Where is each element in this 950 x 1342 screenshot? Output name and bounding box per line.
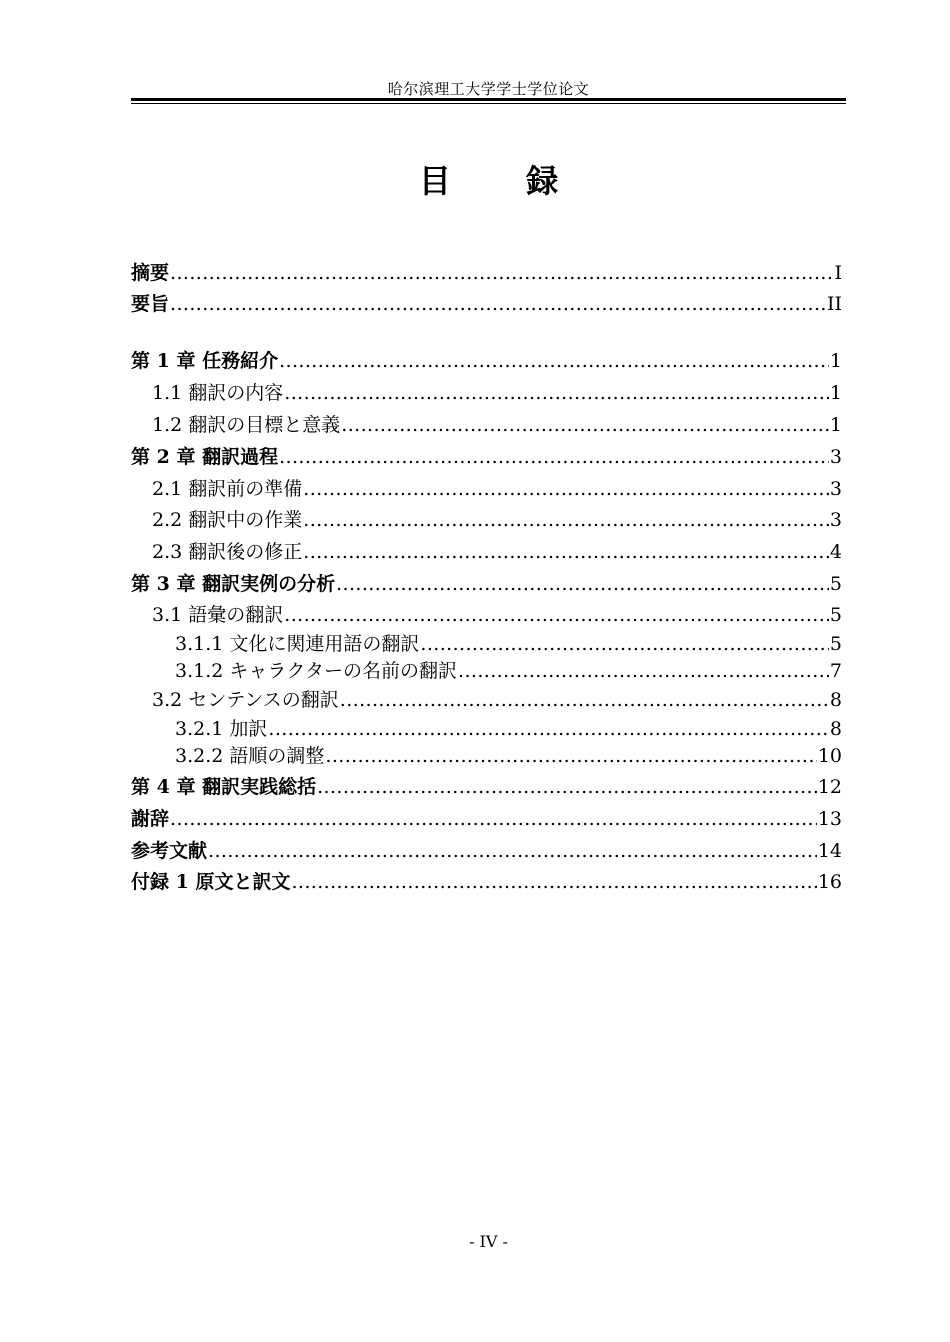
toc-entry-abstract-ja[interactable] [131, 291, 842, 317]
toc-entry-page: 4 [829, 541, 842, 563]
toc-entry-acknowledgements[interactable] [131, 806, 842, 832]
toc-entry-label: 3.1 語彙の翻訳 [152, 604, 284, 626]
toc-entry-page: 3 [829, 478, 842, 500]
toc-entry-label: 参考文献 [131, 840, 208, 862]
toc-entry-label: 2.2 翻訳中の作業 [152, 509, 303, 531]
toc-entry-page: 1 [829, 414, 842, 436]
running-header: 哈尔滨理工大学学士学位论文 [387, 80, 590, 98]
toc-entry-section-3-1[interactable] [131, 602, 842, 628]
toc-entry-label: 3.2 センテンスの翻訳 [152, 689, 339, 711]
toc-leader-dots [303, 507, 829, 533]
toc-entry-label: 2.1 翻訳前の準備 [152, 478, 303, 500]
toc-leader-dots [170, 291, 826, 317]
toc-entry-label: 2.3 翻訳後の修正 [152, 541, 303, 563]
toc-entry-abstract-zh[interactable] [131, 260, 842, 286]
toc-entry-page: I [834, 262, 842, 284]
toc-entry-section-2-3[interactable] [131, 539, 842, 565]
toc-leader-dots [291, 869, 816, 895]
toc-entry-chapter-1[interactable] [131, 348, 842, 374]
toc-leader-dots [279, 348, 829, 374]
toc-leader-dots [340, 687, 829, 713]
toc-entry-page: 8 [829, 718, 842, 740]
toc-entry-page: 13 [817, 808, 842, 830]
toc-entry-label: 3.1.2 キャラクターの名前の翻訳 [175, 660, 458, 682]
toc-leader-dots [458, 658, 829, 684]
toc-leader-dots [341, 412, 829, 438]
toc-entry-label: 要旨 [131, 293, 170, 315]
toc-entry-page: 5 [829, 633, 842, 655]
toc-leader-dots [284, 602, 829, 628]
toc-entry-section-3-2[interactable] [131, 687, 842, 713]
toc-entry-page: 14 [817, 840, 842, 862]
toc-entry-label: 第 1 章 任務紹介 [131, 350, 279, 372]
toc-leader-dots [170, 806, 817, 832]
toc-entry-section-2-1[interactable] [131, 476, 842, 502]
page-number: - IV - [469, 1232, 508, 1251]
toc-entry-section-3-1-2[interactable] [131, 658, 842, 684]
toc-entry-page: 1 [829, 350, 842, 372]
toc-leader-dots [420, 631, 829, 657]
toc-entry-section-1-1[interactable] [131, 380, 842, 406]
toc-title: 目 録 [418, 162, 591, 200]
toc-entry-page: 3 [829, 509, 842, 531]
toc-leader-dots [336, 571, 829, 597]
toc-entry-page: 16 [817, 871, 842, 893]
toc-entry-page: 7 [829, 660, 842, 682]
toc-entry-chapter-4[interactable] [131, 774, 842, 800]
toc-entry-label: 第 2 章 翻訳過程 [131, 446, 279, 468]
toc-entry-label: 付録 1 原文と訳文 [131, 871, 291, 893]
toc-entry-label: 1.1 翻訳の内容 [152, 382, 284, 404]
toc-entry-section-1-2[interactable] [131, 412, 842, 438]
toc-leader-dots [208, 838, 817, 864]
toc-entry-page: 1 [829, 382, 842, 404]
toc-leader-dots [268, 716, 829, 742]
toc-leader-dots [284, 380, 829, 406]
toc-entry-section-3-2-2[interactable] [131, 743, 842, 769]
toc-leader-dots [317, 774, 817, 800]
toc-leader-dots [279, 444, 829, 470]
toc-entry-page: 10 [817, 745, 842, 767]
toc-entry-label: 第 3 章 翻訳実例の分析 [131, 573, 336, 595]
toc-entry-section-3-2-1[interactable] [131, 716, 842, 742]
toc-entry-page: II [826, 293, 842, 315]
toc-entry-label: 摘要 [131, 262, 170, 284]
toc-entry-appendix-1[interactable] [131, 869, 842, 895]
toc-entry-page: 5 [829, 604, 842, 626]
toc-entry-references[interactable] [131, 838, 842, 864]
toc-entry-label: 第 4 章 翻訳実践総括 [131, 776, 317, 798]
toc-entry-label: 1.2 翻訳の目標と意義 [152, 414, 341, 436]
toc-entry-page: 3 [829, 446, 842, 468]
toc-entry-page: 12 [817, 776, 842, 798]
toc-entry-chapter-3[interactable] [131, 571, 842, 597]
toc-entry-label: 3.2.1 加訳 [175, 718, 268, 740]
toc-leader-dots [170, 260, 833, 286]
toc-entry-label: 3.2.2 語順の調整 [175, 745, 325, 767]
header-rule-thick [131, 98, 846, 101]
toc-entry-section-2-2[interactable] [131, 507, 842, 533]
toc-leader-dots [325, 743, 816, 769]
toc-entry-chapter-2[interactable] [131, 444, 842, 470]
toc-entry-label: 3.1.1 文化に関連用語の翻訳 [175, 633, 420, 655]
toc-entry-label: 謝辞 [131, 808, 170, 830]
toc-entry-section-3-1-1[interactable] [131, 631, 842, 657]
toc-leader-dots [303, 539, 829, 565]
toc-leader-dots [303, 476, 829, 502]
header-rule-thin [131, 103, 846, 104]
toc-entry-page: 5 [829, 573, 842, 595]
toc-entry-page: 8 [829, 689, 842, 711]
